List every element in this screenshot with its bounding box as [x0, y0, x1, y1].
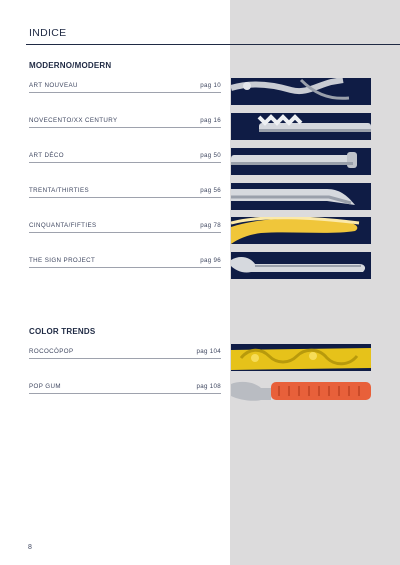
- section-title-color-trends: COLOR TRENDS: [29, 327, 96, 336]
- toc-item-label: CINQUANTA/FIFTIES: [29, 222, 97, 229]
- toc-item-label: ART NOUVEAU: [29, 82, 78, 89]
- toc-divider: [29, 197, 221, 198]
- toc-item-rococopop[interactable]: [29, 348, 221, 360]
- toc-divider: [29, 267, 221, 268]
- section-title-moderno: MODERNO/MODERN: [29, 61, 112, 70]
- thumbnail-art-nouveau: [231, 78, 371, 105]
- toc-item-page: pag 104: [196, 348, 221, 355]
- toc-item-page: pag 10: [200, 82, 221, 89]
- toc-item-novecento[interactable]: [29, 117, 221, 129]
- toc-divider: [29, 92, 221, 93]
- toc-item-page: pag 108: [196, 383, 221, 390]
- toc-item-art-deco[interactable]: [29, 152, 221, 164]
- toc-divider: [29, 232, 221, 233]
- toc-item-sign-project[interactable]: [29, 257, 221, 269]
- toc-item-label: POP GUM: [29, 383, 61, 390]
- thumbnail-art-deco: [231, 148, 371, 175]
- toc-item-art-nouveau[interactable]: [29, 82, 221, 94]
- thumbnail-sign-project: [231, 252, 371, 279]
- toc-item-cinquanta[interactable]: [29, 222, 221, 234]
- toc-divider: [29, 393, 221, 394]
- toc-item-page: pag 96: [200, 257, 221, 264]
- toc-item-label: NOVECENTO/XX CENTURY: [29, 117, 118, 124]
- toc-item-label: ROCOCÒPOP: [29, 348, 74, 355]
- thumbnail-trenta: [231, 183, 371, 210]
- toc-item-trenta[interactable]: [29, 187, 221, 199]
- toc-divider: [29, 358, 221, 359]
- toc-item-page: pag 50: [200, 152, 221, 159]
- toc-item-label: TRENTA/THIRTIES: [29, 187, 90, 194]
- page-title: INDICE: [29, 27, 67, 39]
- thumbnail-cinquanta: [231, 217, 371, 244]
- toc-divider: [29, 127, 221, 128]
- header-divider: [26, 44, 400, 45]
- toc-item-pop-gum[interactable]: [29, 383, 221, 395]
- toc-divider: [29, 162, 221, 163]
- toc-item-page: pag 78: [200, 222, 221, 229]
- toc-item-label: THE SIGN PROJECT: [29, 257, 96, 264]
- thumbnail-novecento: [231, 113, 371, 140]
- thumbnail-rococopop: [231, 344, 371, 371]
- thumbnail-pop-gum: [231, 378, 371, 405]
- page-number: 8: [28, 544, 32, 551]
- toc-item-page: pag 16: [200, 117, 221, 124]
- toc-item-label: ART DÉCO: [29, 152, 64, 159]
- toc-item-page: pag 56: [200, 187, 221, 194]
